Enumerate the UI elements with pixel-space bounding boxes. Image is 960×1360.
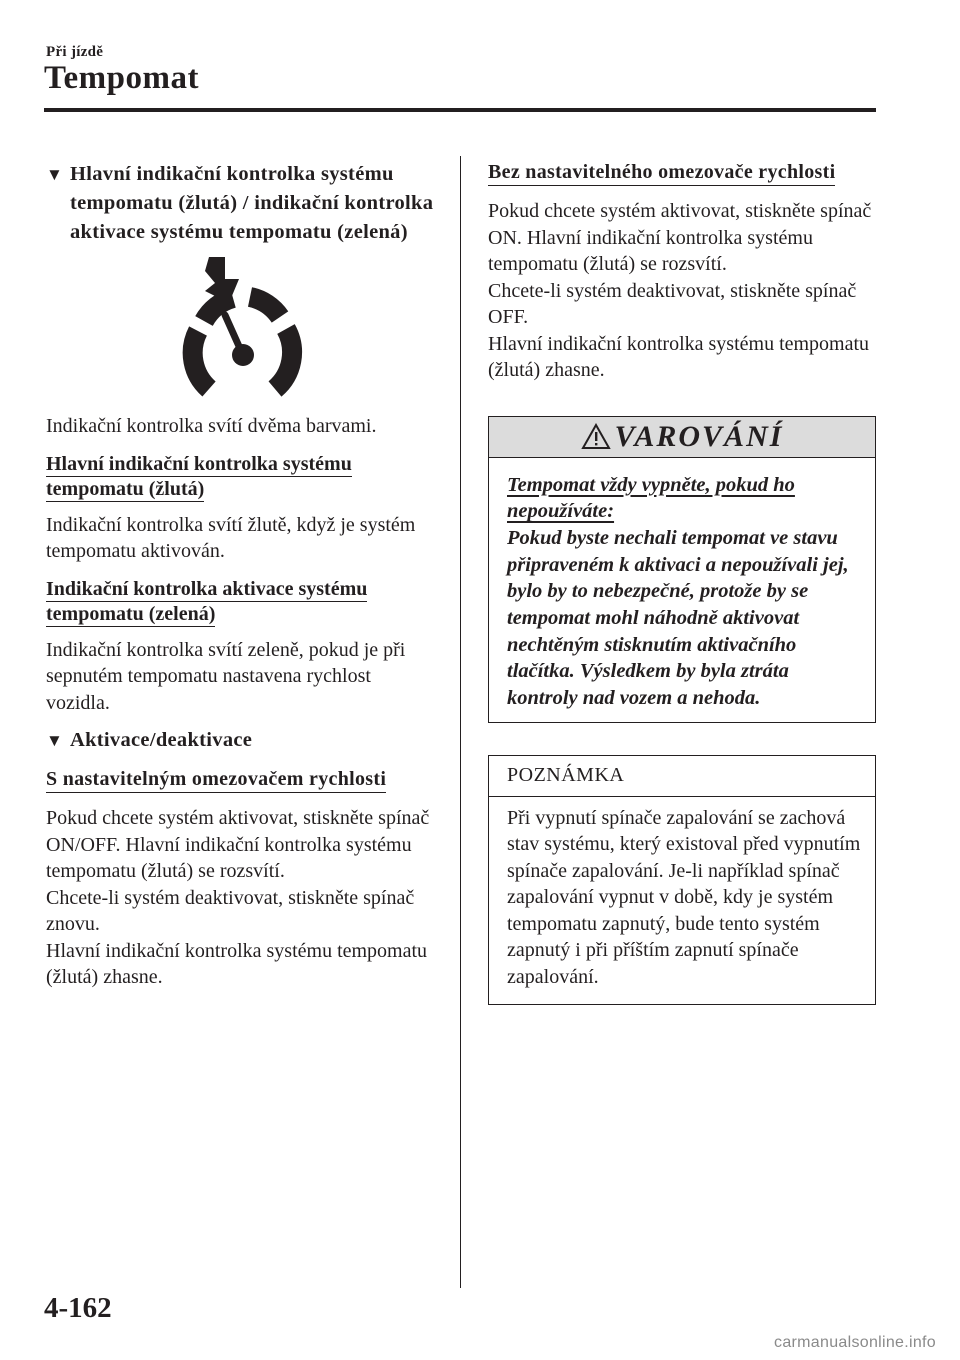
watermark: carmanualsonline.info [774, 1334, 936, 1351]
sub-heading-without-limiter [488, 160, 876, 186]
section-heading-text: Hlavní indikační kontrolka systému tempomatu (žlutá) / indikační kontrolka aktivace systému tempomatu (zelená) [70, 163, 434, 243]
section-kicker: Při jízdě [46, 44, 104, 60]
without-limiter-text-3: Hlavní indikační kontrolka systému tempomatu (žlutá) zhasne. [488, 332, 870, 381]
section-heading-activation-text: Aktivace/deaktivace [70, 729, 253, 751]
sub-heading-without-limiter-text: Bez nastavitelného omezovače rychlosti [488, 160, 835, 186]
triangle-down-icon: ▼ [46, 731, 64, 750]
without-limiter-text-1: Pokud chcete systém aktivovat, stiskněte spínač ON. Hlavní indikační kontrolka systému tempomatu (žlutá) se rozsvítí. [488, 200, 872, 275]
note-box [488, 755, 876, 1006]
with-limiter-text-3: Hlavní indikační kontrolka systému tempomatu (žlutá) zhasne. [46, 939, 428, 988]
sub-heading-with-limiter [46, 767, 438, 793]
page-number: 4-162 [44, 1292, 112, 1324]
yellow-indicator-text: Indikační kontrolka svítí žlutě, když je systém tempomatu aktivován. [46, 513, 416, 562]
note-text: Při vypnutí spínače zapalování se zachová stav systému, který existoval před vypnutím spínače zapalování. Je-li například spínač zapalování vypnut v době, kdy je systém tempomatu zapnutý, bude tento systém zapnutý i při příštím zapnutí spínače zapalování. [507, 806, 861, 988]
warning-triangle-icon [581, 423, 611, 450]
warning-header [489, 417, 875, 458]
right-column [488, 160, 876, 1005]
warning-box [488, 416, 876, 723]
warning-text: Pokud byste nechali tempomat ve stavu připraveném k aktivaci a nepoužívali jej, bylo by to nebezpečné, protože by se tempomat mohl náhodně aktivovat nechtěným stisknutím aktivačního tlačítka. Výsledkem by byla ztráta kontroly nad vozem a nehoda. [507, 526, 849, 710]
without-limiter-text-2: Chcete-li systém deaktivovat, stiskněte spínač OFF. [488, 279, 857, 328]
indicator-illustration [46, 257, 438, 407]
green-indicator-text: Indikační kontrolka svítí zeleně, pokud je při sepnutém tempomatu nastavena rychlost vozidla. [46, 638, 406, 714]
sub-heading-green-text: Indikační kontrolka aktivace systému tempomatu (zelená) [46, 577, 368, 625]
sub-heading-yellow-text: Hlavní indikační kontrolka systému tempomatu (žlutá) [46, 452, 352, 500]
note-title: POZNÁMKA [489, 756, 875, 797]
triangle-down-icon: ▼ [46, 165, 64, 184]
sub-heading-with-limiter-text: S nastavitelným omezovačem rychlosti [46, 767, 386, 793]
section-heading-activation [46, 726, 438, 755]
header-rule [44, 108, 876, 112]
warning-title: VAROVÁNÍ [614, 419, 784, 453]
sub-heading-yellow [46, 452, 438, 502]
with-limiter-text-1: Pokud chcete systém aktivovat, stiskněte spínač ON/OFF. Hlavní indikační kontrolka systému tempomatu (žlutá) se rozsvítí. [46, 807, 430, 882]
with-limiter-text-2: Chcete-li systém deaktivovat, stiskněte spínač znovu. [46, 886, 415, 935]
cruise-control-speedometer-icon [167, 257, 317, 407]
left-column [46, 160, 438, 991]
intro-text: Indikační kontrolka svítí dvěma barvami. [46, 415, 377, 437]
section-heading-indicator [46, 160, 438, 247]
chapter-title: Tempomat [44, 60, 199, 96]
warning-body [489, 458, 875, 722]
sub-heading-green [46, 577, 438, 627]
warning-lead: Tempomat vždy vypněte, pokud ho nepoužíváte: [507, 473, 795, 523]
column-divider [460, 156, 461, 1288]
